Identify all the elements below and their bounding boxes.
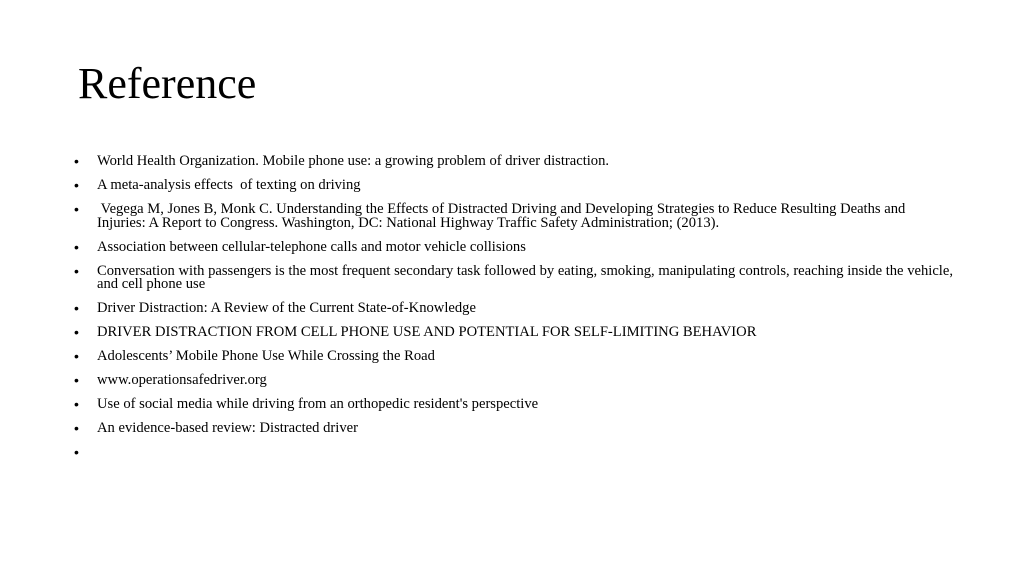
- reference-text: Vegega M, Jones B, Monk C. Understanding the Effects of Distracted Driving and Developing Strategies to Reduce Resulting Deaths and Injuries: A Report to Congress. Washington, DC: National Highway Traffic Safety Administration; (2013).: [97, 201, 909, 231]
- bullet-icon: •: [74, 201, 79, 217]
- reference-text: Adolescents’ Mobile Phone Use While Crossing the Road: [97, 348, 435, 364]
- reference-list: [74, 152, 957, 460]
- reference-text: Conversation with passengers is the most frequent secondary task followed by eating, smoking, manipulating controls, reaching inside the vehicle, and cell phone use: [97, 262, 957, 292]
- list-item: [74, 176, 954, 200]
- reference-text: www.operationsafedriver.org: [97, 372, 267, 388]
- list-item: [74, 152, 954, 176]
- bullet-icon: •: [74, 262, 79, 279]
- bullet-icon: •: [74, 153, 79, 169]
- list-item: [74, 419, 954, 443]
- reference-text: Association between cellular-telephone calls and motor vehicle collisions: [97, 238, 526, 255]
- bullet-icon: •: [74, 372, 79, 388]
- slide-title: Reference: [78, 59, 257, 108]
- bullet-icon: •: [74, 177, 79, 193]
- bullet-icon: •: [74, 324, 79, 340]
- reference-text: DRIVER DISTRACTION FROM CELL PHONE USE AND POTENTIAL FOR SELF-LIMITING BEHAVIOR: [97, 324, 757, 340]
- list-item: [74, 371, 954, 395]
- bullet-icon: •: [74, 348, 79, 364]
- reference-text: Use of social media while driving from an orthopedic resident's perspective: [97, 396, 539, 412]
- list-item: [74, 395, 954, 419]
- bullet-icon: •: [74, 396, 79, 412]
- reference-text: An evidence-based review: Distracted driver: [97, 420, 358, 436]
- list-item: [74, 238, 954, 262]
- bullet-icon: •: [74, 238, 79, 255]
- list-item: [74, 200, 954, 238]
- list-item: [74, 262, 957, 300]
- list-item: [74, 299, 954, 323]
- bullet-icon: •: [74, 420, 79, 436]
- reference-text: World Health Organization. Mobile phone use: a growing problem of driver distraction.: [97, 153, 610, 169]
- bullet-icon: •: [74, 300, 79, 316]
- list-item: [74, 347, 954, 371]
- bullet-icon: •: [74, 444, 79, 460]
- list-item: [74, 443, 954, 460]
- list-item: [74, 323, 954, 347]
- reference-text: A meta-analysis effects of texting on driving: [97, 177, 361, 193]
- reference-text: Driver Distraction: A Review of the Current State-of-Knowledge: [97, 300, 476, 316]
